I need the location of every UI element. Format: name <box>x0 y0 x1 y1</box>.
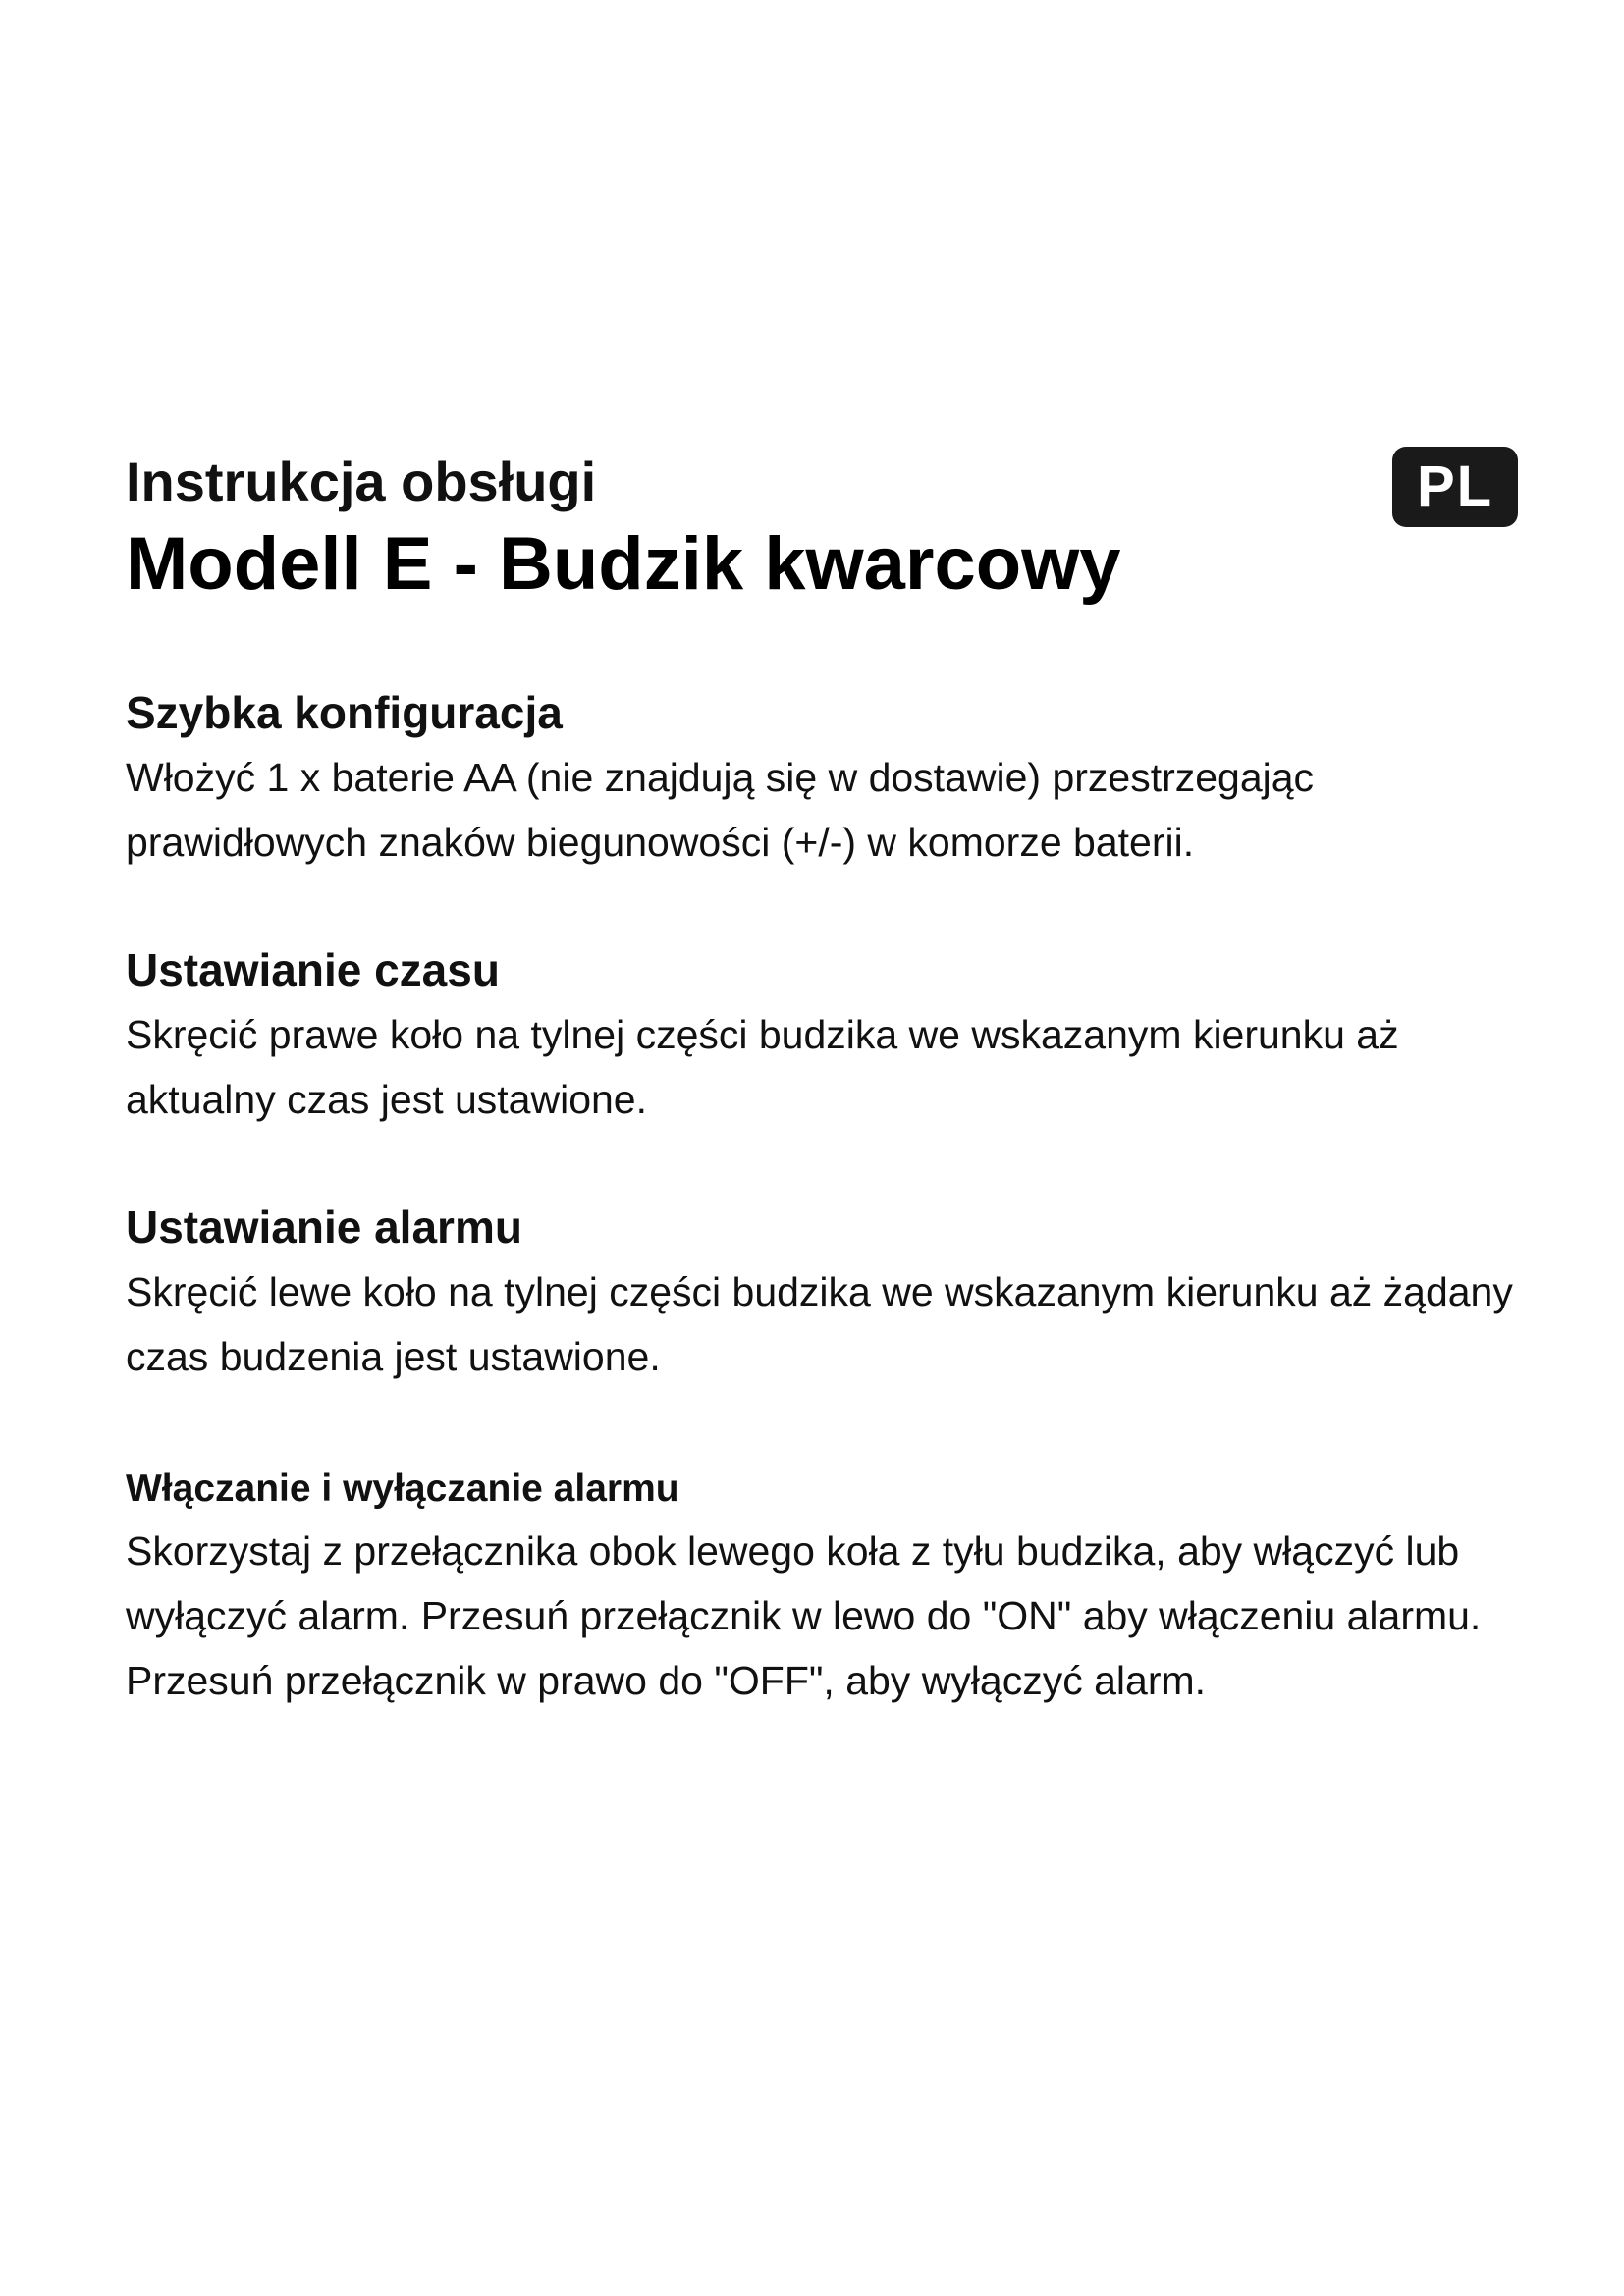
section-quick-setup <box>126 680 1520 875</box>
section-body: Skręcić lewe koło na tylnej części budzika we wskazanym kierunku aż żądany czas budzenia jest ustawione. <box>126 1269 1513 1379</box>
section-heading: Ustawianie alarmu <box>126 1201 522 1253</box>
language-badge: PL <box>1392 447 1518 527</box>
document-subtitle: Instrukcja obsługi <box>126 451 597 512</box>
section-alarm-setting <box>126 1195 1520 1389</box>
section-time-setting <box>126 937 1520 1132</box>
section-alarm-on-off <box>126 1460 1520 1713</box>
section-heading: Włączanie i wyłączanie alarmu <box>126 1468 679 1510</box>
section-body: Skorzystaj z przełącznika obok lewego koła z tyłu budzika, aby włączyć lub wyłączyć alarm. Przesuń przełącznik w lewo do "ON" aby włączeniu alarmu. Przesuń przełącznik w prawo do "OFF", aby wyłączyć alarm. <box>126 1528 1482 1703</box>
document-title: Modell E - Budzik kwarcowy <box>126 522 1121 606</box>
section-body: Włożyć 1 x baterie AA (nie znajdują się w dostawie) przestrzegając prawidłowych znaków biegunowości (+/-) w komorze baterii. <box>126 755 1315 865</box>
section-heading: Ustawianie czasu <box>126 944 500 995</box>
document-header <box>126 447 1520 612</box>
section-body: Skręcić prawe koło na tylnej części budzika we wskazanym kierunku aż aktualny czas jest ustawione. <box>126 1012 1399 1122</box>
section-heading: Szybka konfiguracja <box>126 687 563 738</box>
